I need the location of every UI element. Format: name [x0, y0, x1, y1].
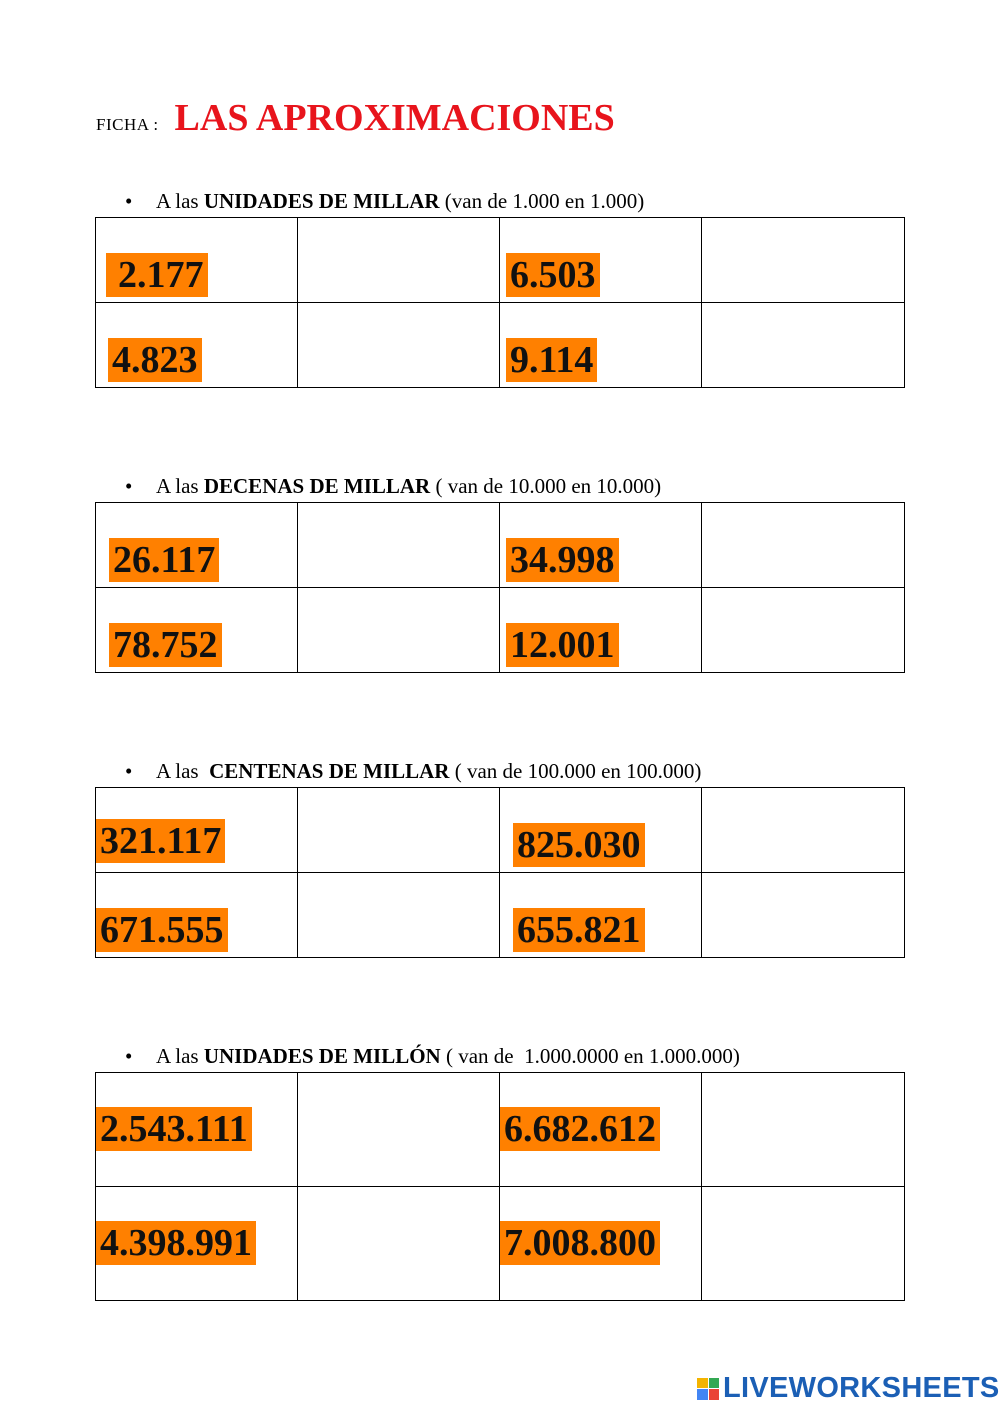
- table-row: [96, 218, 905, 303]
- answer-cell[interactable]: [702, 588, 905, 673]
- ficha-label: FICHA :: [96, 115, 159, 134]
- bullet: •: [125, 189, 133, 213]
- number-cell: [500, 218, 702, 303]
- table-row: [96, 588, 905, 673]
- exercise-table: [95, 1072, 905, 1301]
- answer-cell[interactable]: [702, 1187, 905, 1301]
- number-cell: [96, 218, 298, 303]
- heading-suffix: ( van de 10.000 en 10.000): [435, 474, 662, 498]
- table-row: [96, 788, 905, 873]
- number-to-round: 671.555: [96, 908, 228, 952]
- worksheet-header: [96, 96, 615, 146]
- heading-prefix: A las: [156, 1044, 199, 1068]
- answer-cell[interactable]: [298, 873, 500, 958]
- section-heading-text: [156, 1044, 740, 1069]
- number-cell: [96, 873, 298, 958]
- bullet: •: [125, 474, 133, 498]
- heading-suffix: (van de 1.000 en 1.000): [444, 189, 645, 213]
- answer-cell[interactable]: [702, 303, 905, 388]
- answer-cell[interactable]: [298, 588, 500, 673]
- number-to-round: 4.398.991: [96, 1221, 256, 1265]
- number-to-round: 4.823: [108, 338, 202, 382]
- answer-cell[interactable]: [298, 503, 500, 588]
- exercise-table: [95, 787, 905, 958]
- answer-cell[interactable]: [298, 1187, 500, 1301]
- number-cell: [500, 503, 702, 588]
- heading-bold: DECENAS DE MILLAR: [203, 474, 431, 498]
- answer-cell[interactable]: [298, 218, 500, 303]
- number-to-round: 6.503: [506, 253, 600, 297]
- heading-suffix: ( van de 1.000.0000 en 1.000.000): [445, 1044, 740, 1068]
- heading-bold: CENTENAS DE MILLAR: [209, 759, 450, 783]
- number-to-round: 7.008.800: [500, 1221, 660, 1265]
- answer-cell[interactable]: [298, 303, 500, 388]
- section-heading-text: [156, 759, 701, 784]
- number-to-round: 9.114: [506, 338, 597, 382]
- number-cell: [500, 303, 702, 388]
- heading-prefix: A las: [156, 189, 199, 213]
- answer-cell[interactable]: [702, 218, 905, 303]
- answer-cell[interactable]: [702, 788, 905, 873]
- table-row: [96, 1073, 905, 1187]
- liveworksheets-logo-icon: [697, 1378, 719, 1400]
- liveworksheets-logo: [697, 1372, 1000, 1405]
- answer-cell[interactable]: [702, 503, 905, 588]
- number-to-round: 12.001: [506, 623, 619, 667]
- answer-cell[interactable]: [298, 788, 500, 873]
- heading-suffix: ( van de 100.000 en 100.000): [454, 759, 702, 783]
- section-heading-text: [156, 474, 661, 499]
- table-row: [96, 1187, 905, 1301]
- heading-bold: UNIDADES DE MILLÓN: [203, 1044, 441, 1068]
- number-cell: [500, 1187, 702, 1301]
- exercise-table: [95, 502, 905, 673]
- bullet: •: [125, 1044, 133, 1068]
- heading-bold: UNIDADES DE MILLAR: [203, 189, 440, 213]
- number-to-round: 26.117: [109, 538, 219, 582]
- number-to-round: 321.117: [96, 819, 225, 863]
- number-to-round: 6.682.612: [500, 1107, 660, 1151]
- number-cell: [96, 303, 298, 388]
- number-cell: [500, 788, 702, 873]
- number-cell: [500, 873, 702, 958]
- bullet: •: [125, 759, 133, 783]
- number-cell: [96, 788, 298, 873]
- section-heading-text: [156, 189, 644, 214]
- number-cell: [96, 588, 298, 673]
- answer-cell[interactable]: [702, 873, 905, 958]
- table-row: [96, 503, 905, 588]
- table-row: [96, 873, 905, 958]
- number-cell: [500, 588, 702, 673]
- number-to-round: 2.177: [106, 253, 208, 297]
- number-cell: [500, 1073, 702, 1187]
- exercise-table: [95, 217, 905, 388]
- heading-prefix: A las: [156, 759, 199, 783]
- number-to-round: 34.998: [506, 538, 619, 582]
- number-to-round: 655.821: [513, 908, 645, 952]
- heading-prefix: A las: [156, 474, 199, 498]
- number-to-round: 2.543.111: [96, 1107, 252, 1151]
- number-to-round: 825.030: [513, 823, 645, 867]
- answer-cell[interactable]: [702, 1073, 905, 1187]
- logo-text: LIVEWORKSHEETS: [723, 1372, 1000, 1404]
- number-to-round: 78.752: [109, 623, 222, 667]
- page-title: LAS APROXIMACIONES: [174, 97, 615, 139]
- number-cell: [96, 1073, 298, 1187]
- table-row: [96, 303, 905, 388]
- answer-cell[interactable]: [298, 1073, 500, 1187]
- number-cell: [96, 503, 298, 588]
- number-cell: [96, 1187, 298, 1301]
